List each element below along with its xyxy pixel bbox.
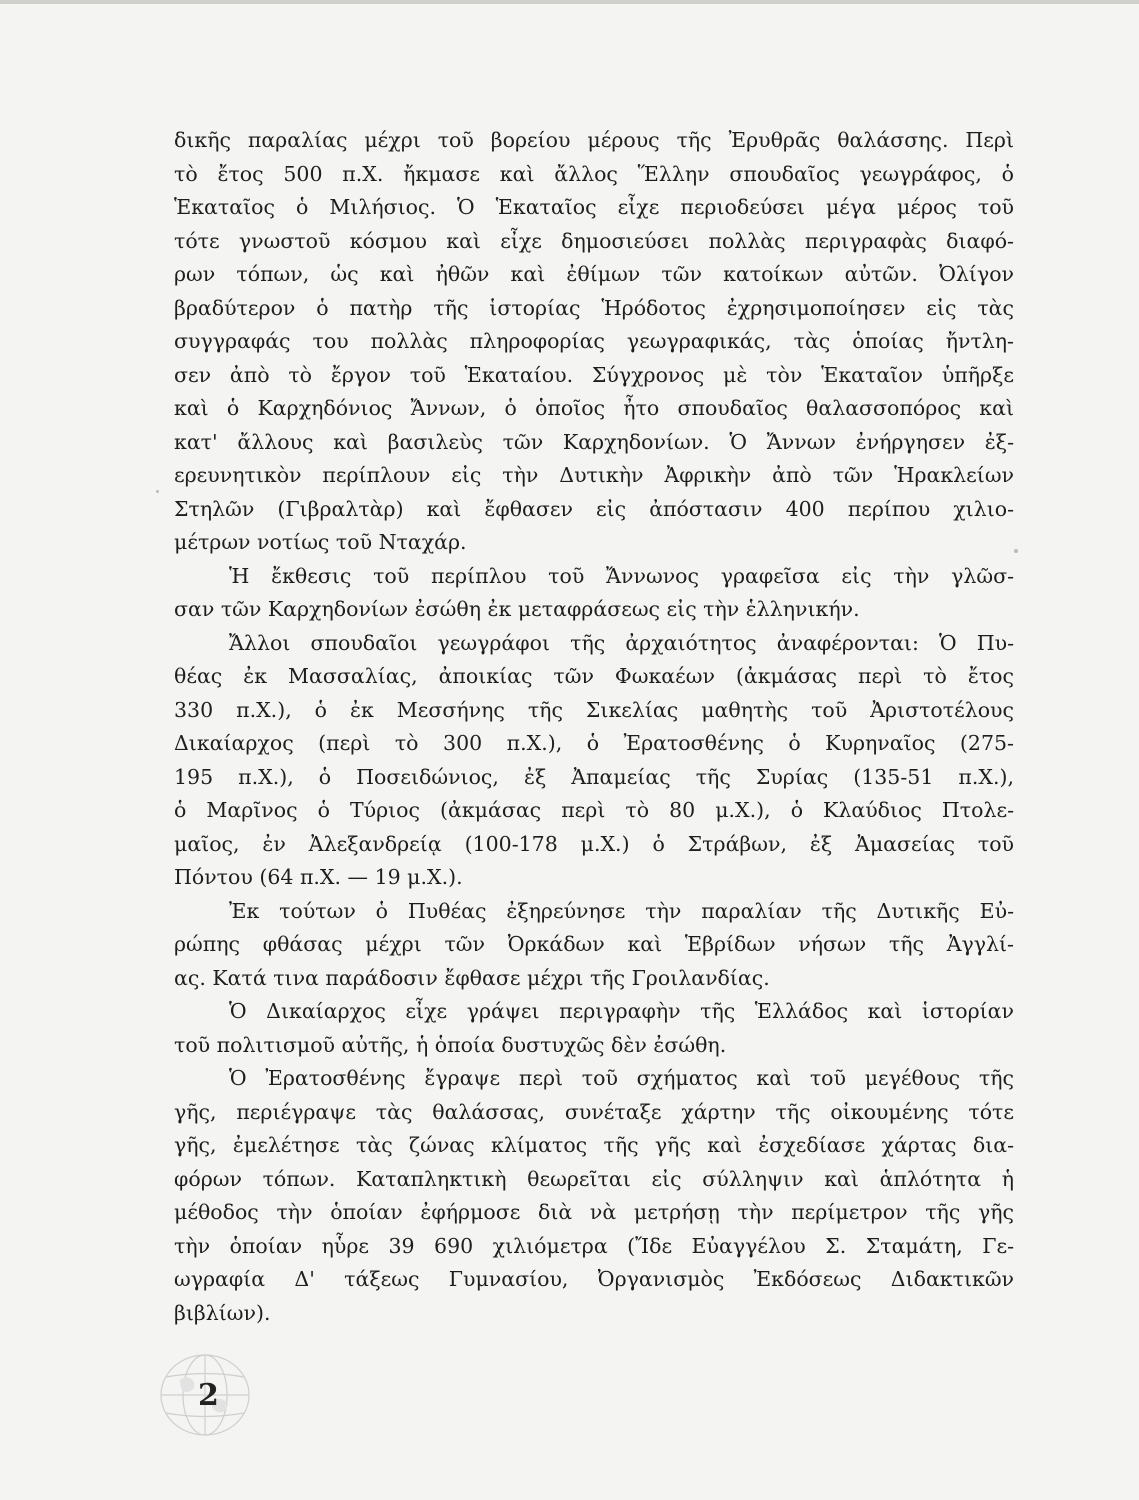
text-line: ρων τόπων, ὡς καὶ ἠθῶν καὶ ἐθίμων τῶν κατοίκων αὐτῶν. Ὀλίγον	[174, 262, 1014, 286]
text-line: ὁ Μαρῖνος ὁ Τύριος (ἀκμάσας περὶ τὸ 80 μ.Χ.), ὁ Κλαύδιος Πτολε-	[174, 798, 1014, 822]
text-line: 330 π.Χ.), ὁ ἐκ Μεσσήνης τῆς Σικελίας μαθητὴς τοῦ Ἀριστοτέλους	[174, 697, 1014, 722]
text-line: ωγραφία Δ' τάξεως Γυμνασίου, Ὀργανισμὸς Ἐκδόσεως Διδακτικῶν	[174, 1267, 1014, 1291]
text-line: τὴν ὁποίαν ηὗρε 39 690 χιλιόμετρα (Ἴδε Εὐαγγέλου Σ. Σταμάτη, Γε-	[174, 1233, 1014, 1258]
text-line: κατ' ἄλλους καὶ βασιλεὺς τῶν Καρχηδονίων. Ὁ Ἄννων ἐνήργησεν ἐξ-	[174, 429, 1014, 454]
text-line: Ὁ Δικαίαρχος εἶχε γράψει περιγραφὴν τῆς Ἑλλάδος καὶ ἱστορίαν	[229, 999, 1014, 1023]
text-line: Ἡ ἔκθεσις τοῦ περίπλου τοῦ Ἄννωνος γραφεῖσα εἰς τὴν γλῶσ-	[229, 563, 1014, 588]
text-line: δικῆς παραλίας μέχρι τοῦ βορείου μέρους τῆς Ἐρυθρᾶς θαλάσσης. Περὶ	[174, 128, 1014, 152]
text-line: Πόντου (64 π.Χ. — 19 μ.Χ.).	[174, 865, 463, 889]
text-line: σαν τῶν Καρχηδονίων ἐσώθη ἐκ μεταφράσεως εἰς τὴν ἑλληνικήν.	[174, 597, 860, 621]
text-line: ερευνητικὸν περίπλουν εἰς τὴν Δυτικὴν Ἀφρικὴν ἀπὸ τῶν Ἡρακλείων	[174, 463, 1014, 487]
text-line: τότε γνωστοῦ κόσμου καὶ εἶχε δημοσιεύσει πολλὰς περιγραφὰς διαφό-	[174, 228, 1014, 253]
text-line: βραδύτερον ὁ πατὴρ τῆς ἱστορίας Ἡρόδοτος ἐχρησιμοποίησεν εἰς τὰς	[174, 295, 1014, 320]
page-top-edge	[0, 0, 1139, 4]
text-line: καὶ ὁ Καρχηδόνιος Ἄννων, ὁ ὁποῖος ἦτο σπουδαῖος θαλασσοπόρος καὶ	[174, 396, 1014, 420]
print-speck	[1014, 549, 1018, 553]
text-line: Ἐκ τούτων ὁ Πυθέας ἐξηρεύνησε τὴν παραλίαν τῆς Δυτικῆς Εὐ-	[229, 898, 1014, 923]
text-line: μέθοδος τὴν ὁποίαν ἐφήρμοσε διὰ νὰ μετρήσῃ τὴν περίμετρον τῆς γῆς	[174, 1200, 1014, 1224]
text-line: φόρων τόπων. Καταπληκτικὴ θεωρεῖται εἰς σύλληψιν καὶ ἁπλότητα ἡ	[174, 1166, 1014, 1191]
page-body-text	[174, 124, 1014, 1330]
text-line: Ἄλλοι σπουδαῖοι γεωγράφοι τῆς ἀρχαιότητος ἀναφέρονται: Ὁ Πυ-	[229, 630, 1014, 655]
text-line: Δικαίαρχος (περὶ τὸ 300 π.Χ.), ὁ Ἐρατοσθένης ὁ Κυρηναῖος (275-	[174, 731, 1014, 755]
text-line: τοῦ πολιτισμοῦ αὐτῆς, ἡ ὁποία δυστυχῶς δὲν ἐσώθη.	[174, 1032, 727, 1057]
text-line: συγγραφάς του πολλὰς πληροφορίας γεωγραφικάς, τὰς ὁποίας ἤντλη-	[174, 329, 1014, 353]
text-line: μέτρων νοτίως τοῦ Νταχάρ.	[174, 530, 467, 554]
text-line: Στηλῶν (Γιβραλτὰρ) καὶ ἔφθασεν εἰς ἀπόστασιν 400 περίπου χιλιο-	[174, 496, 1014, 521]
text-line: Ἑκαταῖος ὁ Μιλήσιος. Ὁ Ἑκαταῖος εἶχε περιοδεύσει μέγα μέρος τοῦ	[174, 195, 1014, 219]
text-line: θέας ἐκ Μασσαλίας, ἀποικίας τῶν Φωκαέων (ἀκμάσας περὶ τὸ ἔτος	[174, 664, 1014, 688]
text-line: Ὁ Ἐρατοσθένης ἔγραψε περὶ τοῦ σχήματος καὶ τοῦ μεγέθους τῆς	[229, 1066, 1014, 1090]
print-speck	[156, 490, 159, 493]
text-line: 195 π.Χ.), ὁ Ποσειδώνιος, ἐξ Ἀπαμείας τῆς Συρίας (135-51 π.Χ.),	[174, 764, 1014, 789]
text-line: τὸ ἔτος 500 π.Χ. ἤκμασε καὶ ἄλλος Ἕλλην σπουδαῖος γεωγράφος, ὁ	[174, 161, 1014, 186]
text-line: ρώπης φθάσας μέχρι τῶν Ὀρκάδων καὶ Ἑβρίδων νήσων τῆς Ἀγγλί-	[174, 932, 1014, 956]
text-line: γῆς, ἐμελέτησε τὰς ζώνας κλίματος τῆς γῆς καὶ ἐσχεδίασε χάρτας δια-	[174, 1133, 1014, 1157]
text-line: σεν ἀπὸ τὸ ἔργον τοῦ Ἑκαταίου. Σύγχρονος μὲ τὸν Ἑκαταῖον ὑπῆρξε	[174, 362, 1014, 387]
text-line: ας. Κατά τινα παράδοσιν ἔφθασε μέχρι τῆς Γροιλανδίας.	[174, 965, 770, 990]
text-line: μαῖος, ἐν Ἀλεξανδρείᾳ (100-178 μ.Χ.) ὁ Στράβων, ἐξ Ἀμασείας τοῦ	[174, 831, 1014, 856]
text-line: γῆς, περιέγραψε τὰς θαλάσσας, συνέταξε χάρτην τῆς οἰκουμένης τότε	[174, 1099, 1014, 1124]
page-number: 2	[198, 1378, 219, 1413]
text-line: βιβλίων).	[174, 1300, 271, 1325]
